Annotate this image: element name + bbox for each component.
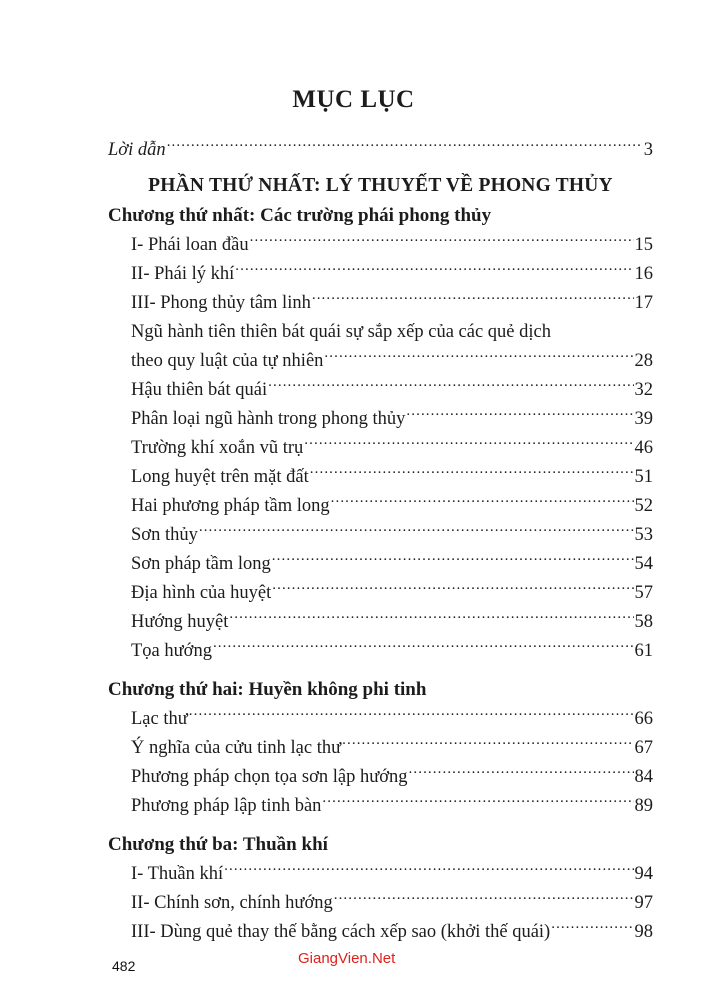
dot-leader [409, 764, 634, 783]
toc-entry-page: 98 [634, 922, 653, 942]
chapter-heading: Chương thứ ba: Thuần khí [108, 834, 328, 855]
toc-entry-label: Lạc thư [131, 709, 188, 729]
toc-entry-label: Sơn pháp tầm long [131, 554, 271, 574]
toc-entry-page: 16 [634, 264, 653, 284]
toc-entry-label: Địa hình của huyệt [131, 583, 272, 603]
dot-leader [324, 348, 633, 367]
dot-leader [322, 793, 633, 812]
dot-leader [310, 464, 634, 483]
toc-entry[interactable] [108, 579, 653, 608]
toc-entry[interactable] [108, 918, 653, 947]
toc-entry-page: 84 [634, 767, 653, 787]
chapter-heading: Chương thứ hai: Huyền không phi tinh [108, 679, 427, 700]
toc-entry-label: Phương pháp chọn tọa sơn lập hướng [131, 767, 408, 787]
toc-entry[interactable] [108, 734, 653, 763]
toc-entry[interactable] [108, 231, 653, 260]
dot-leader [189, 706, 634, 725]
dot-leader [312, 290, 634, 309]
toc-entry-page: 32 [634, 380, 653, 400]
toc-entry-label: III- Dùng quẻ thay thế bằng cách xếp sao (khởi thế quái) [131, 922, 551, 942]
toc-entry-label: Hai phương pháp tầm long [131, 496, 330, 516]
dot-leader [551, 919, 633, 938]
dot-leader [304, 435, 633, 454]
dot-leader [250, 232, 634, 251]
toc-entry-page: 15 [634, 235, 653, 255]
toc-entry-label: Ý nghĩa của cửu tinh lạc thư [131, 738, 342, 758]
toc-entry-page: 89 [634, 796, 653, 816]
toc-entry[interactable] [108, 792, 653, 821]
toc-entry[interactable] [108, 376, 653, 405]
toc-entry-page: 67 [634, 738, 653, 758]
page-title: MỤC LỤC [292, 86, 415, 113]
toc-entry-page: 66 [634, 709, 653, 729]
dot-leader [199, 522, 634, 541]
toc-entry[interactable] [108, 889, 653, 918]
toc-entry-page: 51 [634, 467, 653, 487]
toc-entry-intro[interactable] [108, 136, 653, 165]
toc-entry-label-line1[interactable]: Ngũ hành tiên thiên bát quái sự sắp xếp của các quẻ dịch [131, 322, 551, 342]
toc-entry[interactable] [108, 463, 653, 492]
toc-entry-page: 52 [634, 496, 653, 516]
dot-leader [342, 735, 633, 754]
toc-entry-label: Sơn thủy [131, 525, 198, 545]
toc-entry[interactable] [108, 434, 653, 463]
toc-entry[interactable] [108, 705, 653, 734]
toc-entry-page: 94 [634, 864, 653, 884]
toc-entry[interactable] [108, 521, 653, 550]
toc-entry-label: II- Chính sơn, chính hướng [131, 893, 333, 913]
toc-entry-page: 53 [634, 525, 653, 545]
toc-entry-page: 3 [643, 140, 653, 160]
toc-entry[interactable] [108, 347, 653, 376]
dot-leader [213, 638, 634, 657]
toc-entry-page: 57 [634, 583, 653, 603]
toc-entry-label: Hướng huyệt [131, 612, 229, 632]
toc-entry[interactable] [108, 637, 653, 666]
toc-entry-label: Tọa hướng [131, 641, 212, 661]
dot-leader [406, 406, 633, 425]
toc-entry[interactable] [108, 608, 653, 637]
toc-entry-page: 58 [634, 612, 653, 632]
toc-entry-page: 28 [634, 351, 653, 371]
dot-leader [272, 580, 633, 599]
dot-leader [334, 890, 634, 909]
toc-entry[interactable] [108, 289, 653, 318]
toc-entry[interactable] [108, 860, 653, 889]
toc-entry-label: Phương pháp lập tinh bàn [131, 796, 322, 816]
toc-entry-page: 17 [634, 293, 653, 313]
dot-leader [272, 551, 634, 570]
toc-entry[interactable] [108, 763, 653, 792]
toc-entry-label: Phân loại ngũ hành trong phong thủy [131, 409, 406, 429]
toc-entry[interactable] [108, 550, 653, 579]
spacer [108, 666, 653, 675]
part-heading: PHẦN THỨ NHẤT: LÝ THUYẾT VỀ PHONG THỦY [148, 175, 613, 196]
toc-entry-label: I- Thuần khí [131, 864, 224, 884]
toc-entry-label: Hậu thiên bát quái [131, 380, 268, 400]
dot-leader [224, 861, 633, 880]
spacer [108, 821, 653, 830]
toc-entry-label: Lời dẫn [108, 140, 166, 160]
dot-leader [268, 377, 633, 396]
chapter-heading: Chương thứ nhất: Các trường phái phong thủy [108, 205, 492, 226]
toc-entry-label: Long huyệt trên mặt đất [131, 467, 309, 487]
watermark: GiangVien.Net [298, 950, 396, 967]
page-number: 482 [112, 958, 136, 974]
toc-entry[interactable] [108, 260, 653, 289]
toc-entry[interactable] [108, 492, 653, 521]
toc-entry-label: I- Phái loan đầu [131, 235, 249, 255]
toc-entry-label: theo quy luật của tự nhiên [131, 351, 324, 371]
toc-entry-label: Trường khí xoắn vũ trụ [131, 438, 304, 458]
dot-leader [167, 137, 643, 156]
toc-entry-label: III- Phong thủy tâm linh [131, 293, 311, 313]
dot-leader [331, 493, 634, 512]
toc-entry[interactable] [108, 405, 653, 434]
toc-entry-page: 39 [634, 409, 653, 429]
table-of-contents [108, 136, 653, 947]
toc-entry-label: II- Phái lý khí [131, 264, 235, 284]
toc-entry-page: 61 [634, 641, 653, 661]
toc-entry-page: 46 [634, 438, 653, 458]
dot-leader [235, 261, 633, 280]
toc-entry-page: 97 [634, 893, 653, 913]
toc-entry-page: 54 [634, 554, 653, 574]
dot-leader [229, 609, 633, 628]
